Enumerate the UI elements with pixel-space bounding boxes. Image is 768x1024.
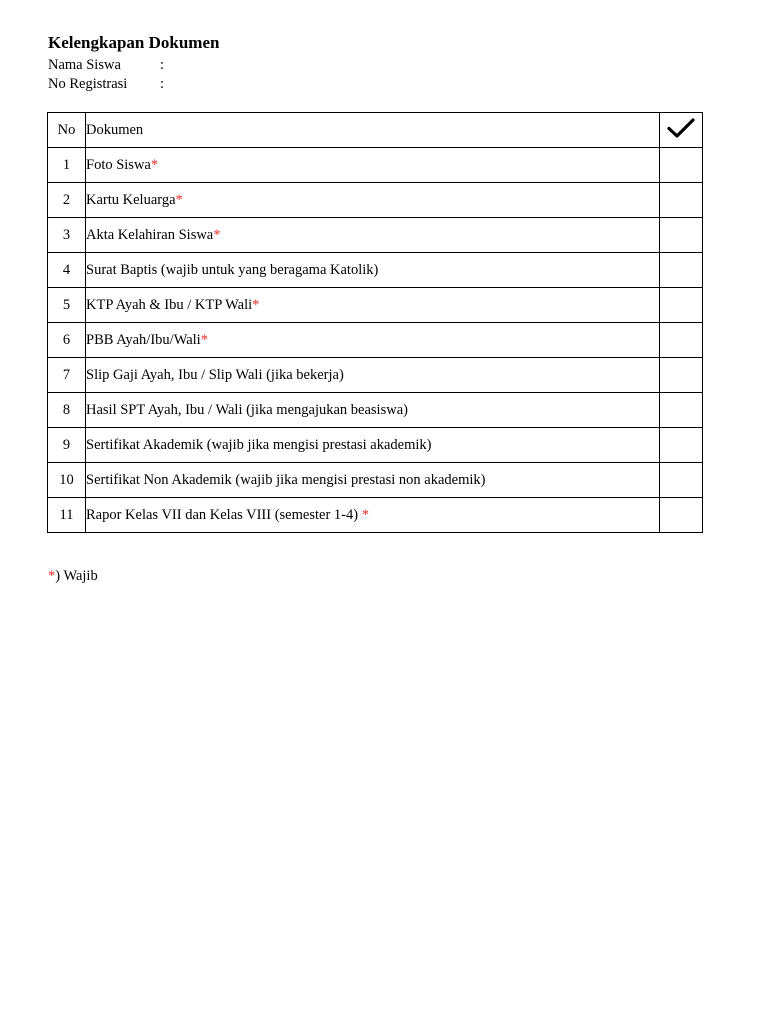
document-name: Kartu Keluarga [86,192,176,208]
table-row [48,358,703,393]
field-label: Nama Siswa [48,57,121,73]
document-name-cell [86,358,660,393]
document-name-cell [86,463,660,498]
field-separator: : [160,57,165,73]
document-name-cell [86,183,660,218]
document-checklist-table [47,112,703,533]
document-name: Slip Gaji Ayah, Ibu / Slip Wali (jika bekerja) [86,367,344,383]
document-name-cell [86,393,660,428]
table-row [48,323,703,358]
row-number: 6 [48,323,86,358]
document-name: Foto Siswa [86,157,151,173]
document-name: KTP Ayah & Ibu / KTP Wali [86,297,253,313]
required-asterisk: * [252,297,260,313]
row-number: 4 [48,253,86,288]
document-name-cell [86,498,660,533]
footnote [48,567,98,585]
check-cell[interactable] [660,323,703,358]
row-number: 3 [48,218,86,253]
check-cell[interactable] [660,183,703,218]
footnote-asterisk: * [48,568,56,584]
column-header-no: No [48,113,86,148]
row-number: 2 [48,183,86,218]
field-no-registrasi [48,75,164,93]
table-row [48,393,703,428]
table-row [48,428,703,463]
column-header-check [660,113,703,148]
check-cell[interactable] [660,498,703,533]
check-cell[interactable] [660,148,703,183]
document-name-cell [86,323,660,358]
document-name-cell [86,428,660,463]
document-name-cell [86,148,660,183]
document-name-cell [86,288,660,323]
required-asterisk: * [361,507,369,523]
document-name: Sertifikat Non Akademik (wajib jika mengisi prestasi non akademik) [86,472,486,488]
required-asterisk: * [150,157,159,173]
column-header-document: Dokumen [86,113,660,148]
field-separator: : [160,76,165,92]
document-name: PBB Ayah/Ibu/Wali [86,332,201,348]
table-row [48,253,703,288]
table-row [48,288,703,323]
table-row [48,148,703,183]
document-name: Surat Baptis (wajib untuk yang beragama Katolik) [86,262,379,278]
check-cell[interactable] [660,218,703,253]
row-number: 10 [48,463,86,498]
row-number: 1 [48,148,86,183]
document-name: Sertifikat Akademik (wajib jika mengisi prestasi akademik) [86,437,432,453]
required-asterisk: * [200,332,208,348]
document-name: Rapor Kelas VII dan Kelas VIII (semester 1-4) [86,507,362,523]
document-name-cell [86,253,660,288]
document-name: Hasil SPT Ayah, Ibu / Wali (jika mengajukan beasiswa) [86,402,408,418]
table-row [48,498,703,533]
row-number: 9 [48,428,86,463]
check-cell[interactable] [660,253,703,288]
required-asterisk: * [175,192,183,208]
check-cell[interactable] [660,358,703,393]
check-cell[interactable] [660,288,703,323]
footnote-text: ) Wajib [55,568,98,584]
table-row [48,218,703,253]
required-asterisk: * [213,227,221,243]
row-number: 7 [48,358,86,393]
field-label: No Registrasi [48,76,128,92]
document-title: Kelengkapan Dokumen [48,33,220,52]
document-name-cell [86,218,660,253]
checkmark-icon [667,118,695,138]
table-header-row [48,113,703,148]
row-number: 8 [48,393,86,428]
row-number: 5 [48,288,86,323]
row-number: 11 [48,498,86,533]
table-row [48,463,703,498]
field-nama-siswa [48,56,164,74]
check-cell[interactable] [660,428,703,463]
check-cell[interactable] [660,463,703,498]
check-cell[interactable] [660,393,703,428]
document-name: Akta Kelahiran Siswa [86,227,214,243]
table-row [48,183,703,218]
